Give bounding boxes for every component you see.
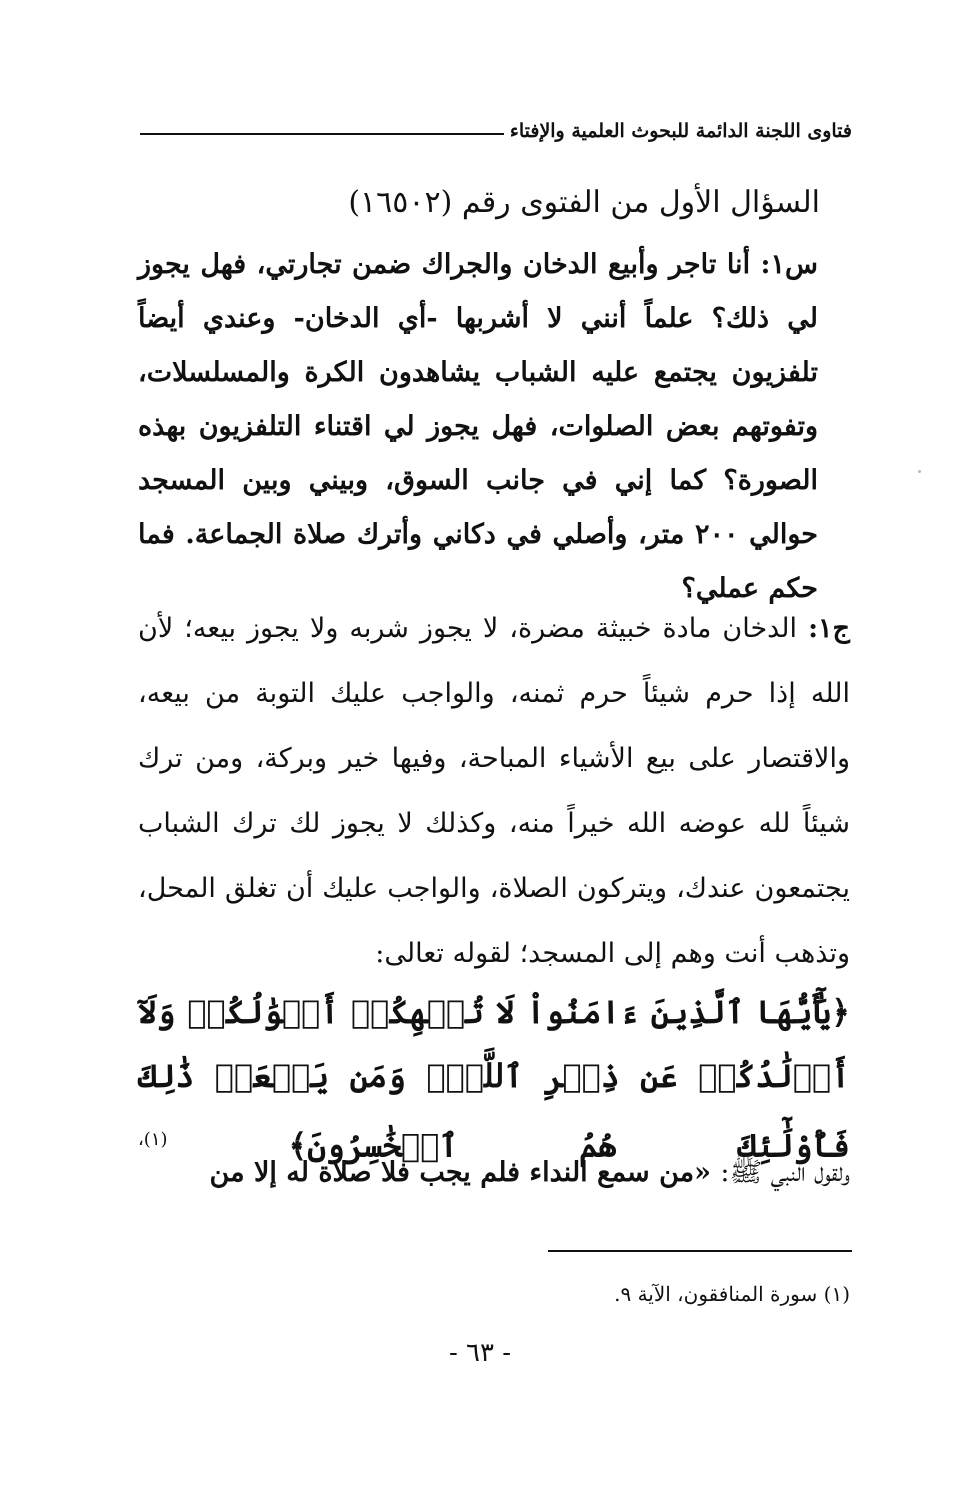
footnote-ref: (١)، (138, 1129, 168, 1150)
hadith-text: «من سمع النداء فلم يجب فلا صلاة له إلا من (209, 1157, 711, 1188)
hadith-line (138, 1146, 850, 1200)
scan-speck (918, 470, 921, 473)
running-header (140, 108, 852, 142)
page-number: - ٦٣ - (448, 1338, 512, 1368)
answer-text: الدخان مادة خبيثة مضرة، لا يجوز شربه ولا يجوز بيعه؛ لأن الله إذا حرم شيئاً حرم ثمنه، والواجب عليك التوبة من بيعه، والاقتصار على بيع الأشياء المباحة، وفيها خير وبركة، ومن ترك شيئاً لله عوضه الله خيراً منه، وكذلك لا يجوز لك ترك الشباب يجتمعون عندك، ويتركون الصلاة، والواجب عليك أن تغلق المحل، وتذهب أنت وهم إلى المسجد؛ لقوله تعالى: (138, 613, 850, 969)
hadith-intro: ولقول النبي ﷺ: (720, 1157, 850, 1188)
answer-label: ج١: (808, 613, 850, 644)
quran-text: ﴿يَٰٓأَيُّهَا ٱلَّذِينَ ءَامَنُواْ لَا تُلۡهِكُمۡ أَمۡوَٰلُكُمۡ وَلَآ أَوۡلَٰدُكُمۡ عَن ذِكۡرِ ٱللَّهِۚ وَمَن يَفۡعَلۡ ذَٰلِكَ فَأُوْلَٰٓئِكَ هُمُ ٱلۡخَٰسِرُونَ﴾ (138, 993, 851, 1165)
header-title: فتاوى اللجنة الدائمة للبحوث العلمية والإفتاء (509, 120, 852, 142)
question-paragraph (138, 238, 818, 616)
footnote: (١) سورة المنافقون، الآية ٩. (614, 1282, 850, 1306)
footnote-rule (548, 1250, 852, 1252)
answer-paragraph (138, 596, 850, 986)
header-rule (140, 133, 504, 135)
question-text: أنا تاجر وأبيع الدخان والجراك ضمن تجارتي، فهل يجوز لي ذلك؟ علماً أنني لا أشربها -أي الدخان- وعندي أيضاً تلفزيون يجتمع عليه الشباب يشاهدون الكرة والمسلسلات، وتفوتهم بعض الصلوات، فهل يجوز لي اقتناء التلفزيون بهذه الصورة؟ كما إني في جانب السوق، وبيني وبين المسجد حوالي ٢٠٠ متر، وأصلي في دكاني وأترك صلاة الجماعة. فما حكم عملي؟ (138, 249, 818, 604)
fatwa-heading: السؤال الأول من الفتوى رقم (١٦٥٠٢) (348, 185, 820, 220)
question-label: س١: (760, 249, 818, 280)
